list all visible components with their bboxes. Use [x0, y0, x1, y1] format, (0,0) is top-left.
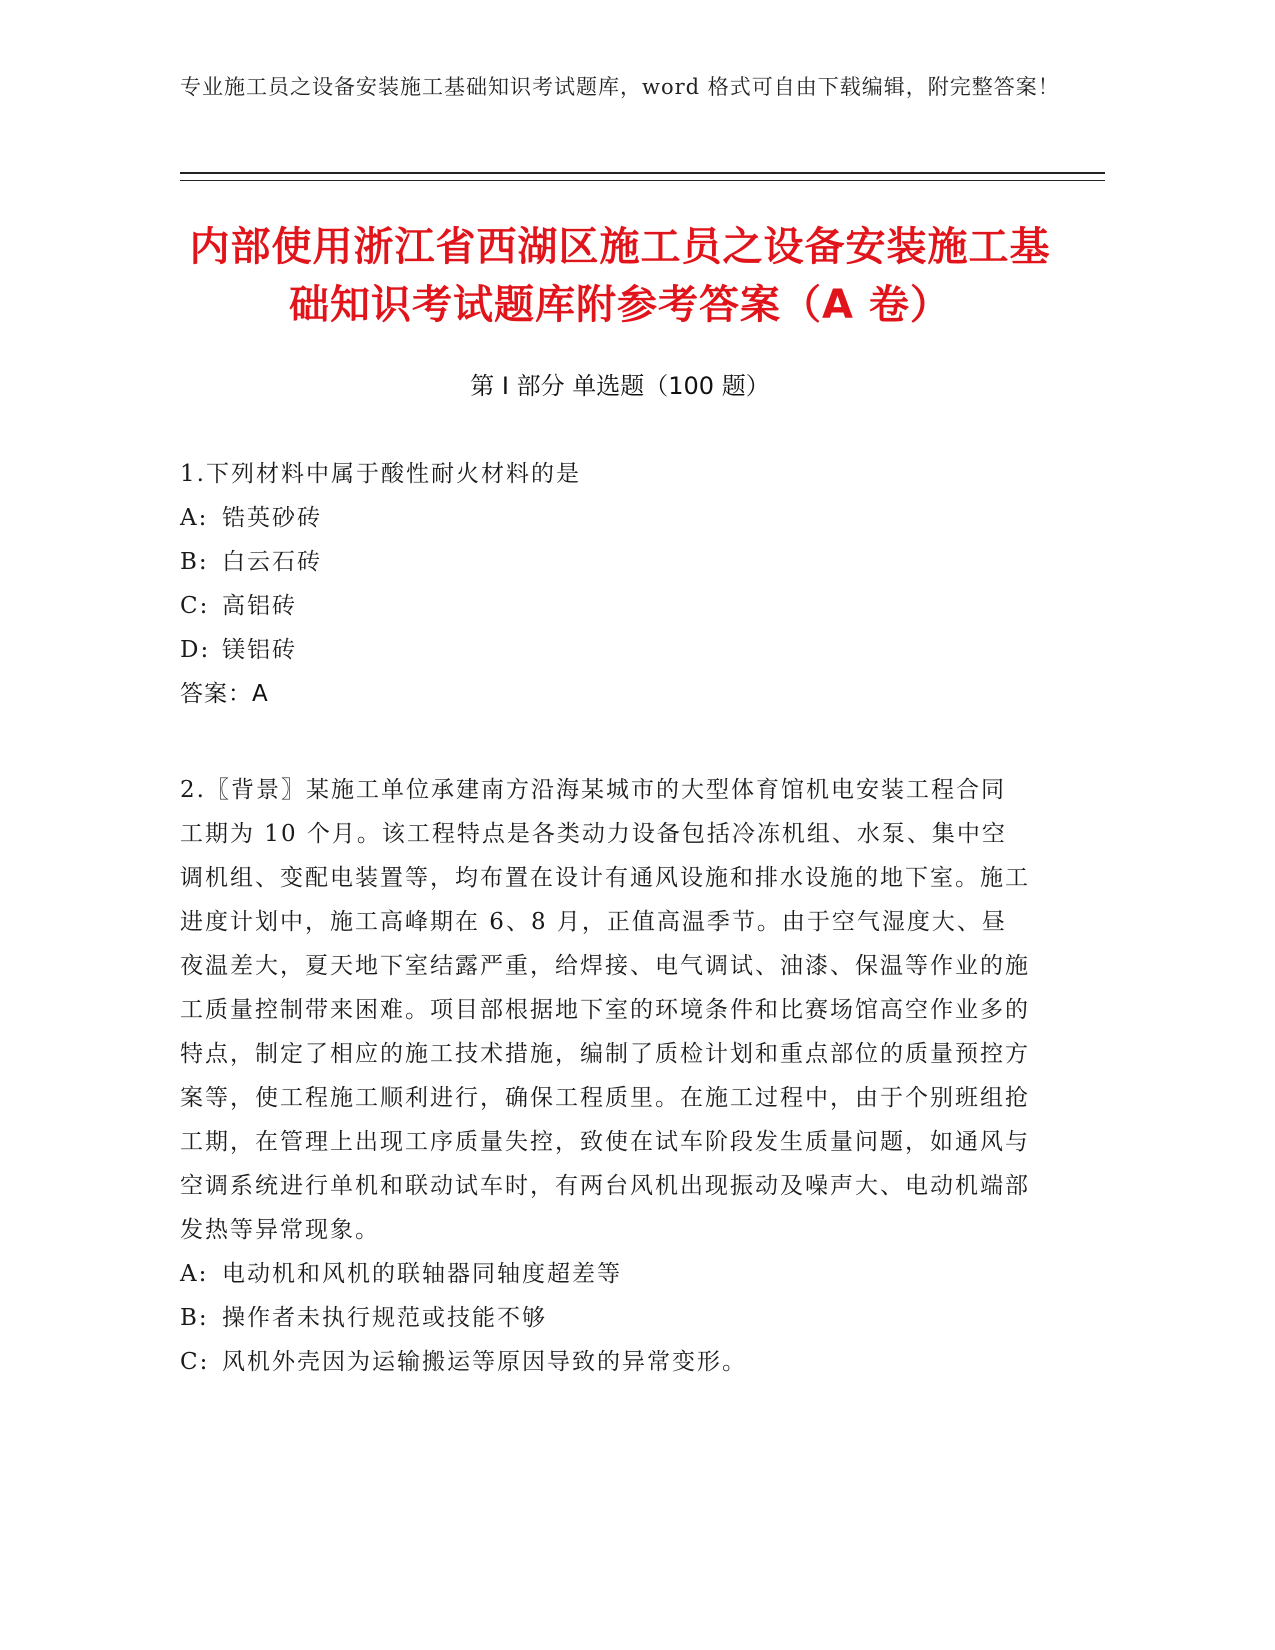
section-title: 第 I 部分 单选题（100 题）	[470, 372, 770, 400]
option-letter: C:	[180, 1349, 210, 1375]
question-list	[180, 452, 1030, 1436]
question-text: 2.〖背景〗某施工单位承建南方沿海某城市的大型体育馆机电安装工程合同工期为 10 个月。该工程特点是各类动力设备包括冷冻机组、水泵、集中空调机组、变配电装置等，均布置在设计有通风设施和排水设施的地下室。施工进度计划中，施工高峰期在 6、8 月，正值高温季节。由于空气湿度大、昼夜温差大，夏天地下室结露严重，给焊接、电气调试、油漆、保温等作业的施工质量控制带来困难。项目部根据地下室的环境条件和比赛场馆高空作业多的特点，制定了相应的施工技术措施，编制了质检计划和重点部位的质量预控方案等，使工程施工顺利进行，确保工程质里。在施工过程中，由于个别班组抢工期，在管理上出现工序质量失控，致使在试车阶段发生质量问题，如通风与空调系统进行单机和联动试车时，有两台风机出现振动及噪声大、电动机端部发热等异常现象。	[180, 777, 1030, 1243]
option-letter: D:	[180, 637, 211, 663]
option-text: 风机外壳因为运输搬运等原因导致的异常变形。	[222, 1349, 747, 1375]
question-2	[180, 768, 1030, 1384]
header-divider	[180, 172, 1105, 181]
option-b	[180, 1296, 1030, 1340]
option-text: 镁铝砖	[222, 637, 297, 663]
option-a	[180, 1252, 1030, 1296]
question-1	[180, 452, 1030, 716]
option-letter: A:	[180, 505, 209, 531]
option-c	[180, 584, 1030, 628]
option-letter: A:	[180, 1261, 209, 1287]
answer: 答案：A	[180, 681, 269, 707]
option-text: 操作者未执行规范或技能不够	[222, 1305, 547, 1331]
option-c	[180, 1340, 1030, 1384]
option-b	[180, 540, 1030, 584]
option-letter: C:	[180, 593, 210, 619]
option-a	[180, 496, 1030, 540]
option-text: 锆英砂砖	[222, 505, 322, 531]
page-header: 专业施工员之设备安装施工基础知识考试题库，word 格式可自由下载编辑，附完整答案！	[180, 75, 1060, 99]
document-title: 内部使用浙江省西湖区施工员之设备安装施工基础知识考试题库附参考答案（A 卷）	[189, 224, 1051, 328]
option-letter: B:	[180, 549, 209, 575]
option-text: 电动机和风机的联轴器同轴度超差等	[222, 1261, 622, 1287]
option-d	[180, 628, 1030, 672]
option-text: 高铝砖	[222, 593, 297, 619]
option-letter: B:	[180, 1305, 209, 1331]
question-text: 1.下列材料中属于酸性耐火材料的是	[180, 461, 581, 487]
option-text: 白云石砖	[222, 549, 322, 575]
